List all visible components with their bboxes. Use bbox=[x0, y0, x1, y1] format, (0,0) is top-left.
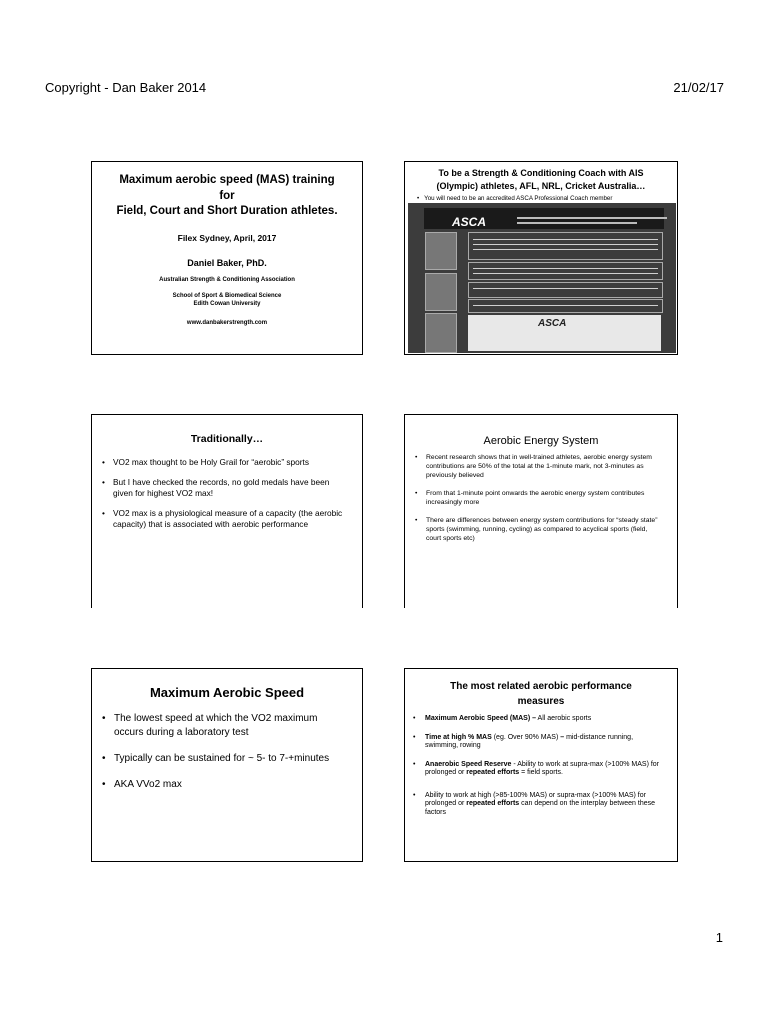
list-item: • Recent research shows that in well-trained athletes, aerobic energy system contributions are 50% of the total at the 1-minute mark, not 3-minutes as previously believed bbox=[415, 453, 663, 480]
association: Australian Strength & Conditioning Association bbox=[159, 276, 295, 283]
asca-logo: ASCA bbox=[452, 215, 487, 229]
list-item: • There are differences between energy system contributions for “steady state” sports (swimming, running, cycling) as compared to acyclical sports (field, court sports etc) bbox=[415, 516, 663, 543]
bullet-list bbox=[413, 715, 667, 817]
slide-aerobic-energy-heading: Aerobic Energy System bbox=[483, 435, 599, 447]
list-item: • Anaerobic Speed Reserve - Ability to work at supra-max (>100% MAS) for prolonged or repeated efforts = field sports. bbox=[413, 761, 667, 778]
list-item: • VO2 max is a physiological measure of a capacity (the aerobic capacity) that is associated with aerobic performance bbox=[102, 508, 348, 531]
list-item: • Typically can be sustained for ~ 5- to 7-+minutes bbox=[102, 752, 348, 766]
slide-aerobic-energy bbox=[404, 414, 678, 608]
slide-mas bbox=[91, 668, 363, 862]
slide-traditionally bbox=[91, 414, 363, 608]
slide-traditionally-heading: Traditionally… bbox=[190, 433, 264, 445]
bullet-list bbox=[415, 453, 663, 543]
page-number: 1 bbox=[715, 930, 723, 945]
slide-title bbox=[91, 161, 363, 355]
copyright-header: Copyright - Dan Baker 2014 bbox=[45, 80, 207, 95]
slide-mas-heading: Maximum Aerobic Speed bbox=[149, 685, 305, 700]
list-item: • From that 1-minute point onwards the aerobic energy system contributes increasingly more bbox=[415, 489, 663, 507]
list-item: • AKA VVo2 max bbox=[102, 778, 348, 792]
slide-asca-heading: To be a Strength & Conditioning Coach with AIS (Olympic) athletes, AFL, NRL, Cricket Australia… bbox=[436, 168, 646, 191]
list-item: • Time at high % MAS (eg. Over 90% MAS) – mid-distance running, swimming, rowing bbox=[413, 734, 667, 751]
bullet-list bbox=[102, 712, 348, 792]
list-item: • But I have checked the records, no gold medals have been given for highest VO2 max! bbox=[102, 477, 348, 500]
slide-performance-measures bbox=[404, 668, 678, 862]
list-item: • Ability to work at high (>85-100% MAS) or supra-max (>100% MAS) for prolonged or repeated efforts can depend on the interplay between these factors bbox=[413, 792, 667, 818]
website: www.danbakerstrength.com bbox=[186, 319, 268, 326]
list-item: • The lowest speed at which the VO2 maximum occurs during a laboratory test bbox=[102, 712, 348, 740]
event-name: Filex Sydney, April, 2017 bbox=[177, 232, 277, 243]
asca-note: • You will need to be an accredited ASCA Professional Coach member bbox=[417, 195, 677, 202]
school: School of Sport & Biomedical Science Edith Cowan University bbox=[172, 292, 282, 307]
bullet-list bbox=[102, 457, 348, 531]
author-name: Daniel Baker, PhD. bbox=[187, 257, 267, 268]
list-item: • Maximum Aerobic Speed (MAS) – All aerobic sports bbox=[413, 715, 667, 724]
slide-asca bbox=[404, 161, 678, 355]
asca-pathway-image bbox=[408, 203, 676, 353]
slide-title-heading: Maximum aerobic speed (MAS) training for Field, Court and Short Duration athletes. bbox=[116, 174, 338, 217]
slide-performance-heading: The most related aerobic performance measures bbox=[450, 681, 632, 707]
date-header: 21/02/17 bbox=[673, 80, 724, 95]
asca-logo-small: ASCA bbox=[538, 318, 567, 329]
asca-banner bbox=[424, 208, 664, 229]
list-item: • VO2 max thought to be Holy Grail for “aerobic” sports bbox=[102, 457, 348, 469]
